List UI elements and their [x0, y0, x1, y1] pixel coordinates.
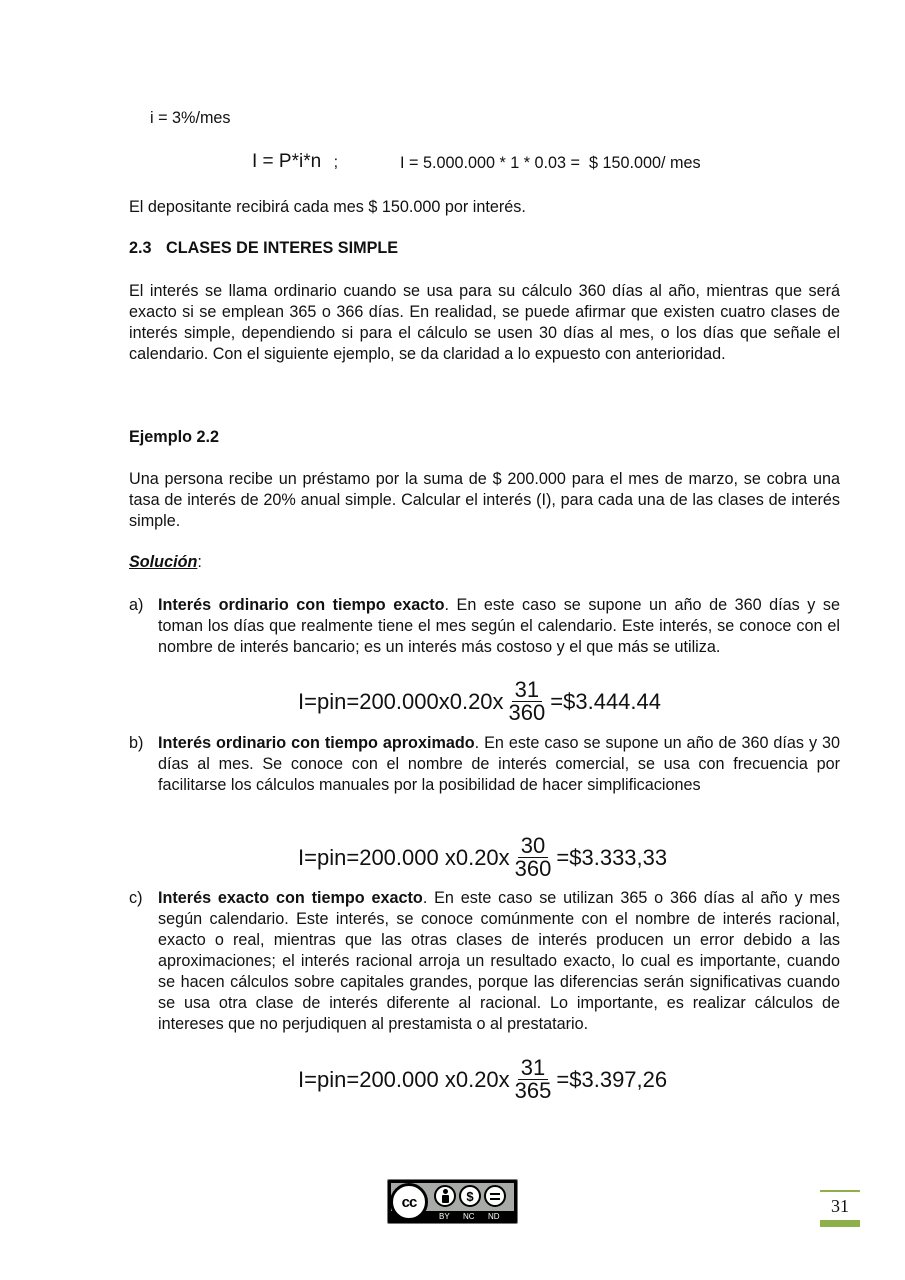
- cc-logo-text: cc: [401, 1193, 417, 1211]
- paragraph-depositante: El depositante recibirá cada mes $ 150.000 por interés.: [129, 198, 526, 216]
- list-item-bold: Interés ordinario con tiempo exacto: [158, 596, 445, 614]
- formula-eq: =: [550, 688, 564, 714]
- rate-line: i = 3%/mes: [150, 109, 231, 127]
- formula-pin: pin: [316, 1066, 347, 1092]
- fraction-numerator: 30: [518, 835, 548, 858]
- formula-lhs: I: [298, 688, 305, 714]
- formula-pin: pin: [316, 844, 347, 870]
- list-marker: c): [129, 889, 143, 907]
- fraction-denominator: 365: [514, 1078, 552, 1103]
- section-title: CLASES DE INTERES SIMPLE: [166, 239, 399, 257]
- paragraph-clases: El interés se llama ordinario cuando se usa para su cálculo 360 días al año, mientras que será exacto si se emplean 365 o 366 días. En realidad, se puede afirmar que existen cuatro clases de interés simple, dependiendo si para el cálculo se usen 30 días al mes, o los días que señale el calendario. Con el siguiente ejemplo, se da claridad a lo expuesto con anterioridad.: [129, 282, 840, 363]
- list-item-bold: Interés ordinario con tiempo aproximado: [158, 734, 475, 752]
- formula-a: [298, 679, 661, 724]
- list-item-a: [129, 595, 840, 658]
- main-formula-left: I = P*i*n: [252, 151, 322, 172]
- formula-expr: 200.000 x0.20x: [359, 844, 510, 870]
- fraction-numerator: 31: [518, 1057, 548, 1080]
- formula-eq: =: [304, 844, 317, 870]
- formula-b: [298, 835, 667, 880]
- section-number: 2.3: [129, 239, 152, 257]
- formula-fraction: [506, 679, 549, 724]
- formula-result: $3.444.44: [563, 688, 661, 714]
- formula-eq: =: [304, 1066, 317, 1092]
- formula-eq: =: [556, 844, 570, 870]
- solution-colon: :: [197, 553, 202, 571]
- noncommercial-icon: $: [459, 1185, 481, 1207]
- formula-fraction: [512, 835, 555, 880]
- fraction-numerator: 31: [512, 679, 542, 702]
- formula-eq: =: [556, 1066, 570, 1092]
- formula-lhs: I: [298, 1066, 305, 1092]
- list-item-body: [158, 595, 840, 658]
- page-number: 31: [831, 1196, 849, 1216]
- list-item-c: [129, 888, 840, 1035]
- main-formula: [252, 151, 338, 173]
- formula-result: $3.397,26: [569, 1066, 668, 1092]
- section-heading: [129, 239, 398, 258]
- formula-eq: =: [346, 844, 360, 870]
- noderivatives-icon: [484, 1185, 506, 1207]
- list-marker: a): [129, 596, 144, 614]
- formula-eq: =: [304, 688, 317, 714]
- nd-label: ND: [488, 1212, 500, 1221]
- list-item-b: [129, 733, 840, 796]
- nc-label: NC: [463, 1212, 475, 1221]
- formula-eq: =: [346, 1066, 360, 1092]
- list-item-body: [158, 733, 840, 796]
- list-item-text: . En este caso se supone un año de 360 días y se toman los días que realmente tiene el mes según el calendario. Este interés, se conoce con el nombre de interés bancario; es un interés más costoso y el que más se utiliza.: [158, 596, 840, 656]
- list-marker: b): [129, 734, 144, 752]
- list-item-body: [158, 888, 840, 1035]
- formula-fraction: [512, 1057, 555, 1102]
- fraction-denominator: 360: [508, 700, 546, 725]
- solution-text: Solución: [129, 553, 198, 571]
- formula-result: $3.333,33: [569, 844, 668, 870]
- page-number-bar: [820, 1220, 860, 1227]
- formula-eq: =: [346, 688, 360, 714]
- main-formula-right: I = 5.000.000 * 1 * 0.03 = $ 150.000/ mes: [400, 154, 701, 172]
- cc-license-badge: [387, 1179, 518, 1224]
- main-formula-sep: ;: [333, 154, 339, 171]
- formula-lhs: I: [298, 844, 305, 870]
- list-item-text: . En este caso se utilizan 365 o 366 días al año y mes según calendario. Este interés, se conoce comúnmente con el nombre de interés racional, exacto o real, mientras que las otras clases de interés producen un error debido a las aproximaciones; el interés racional arroja un resultado exacto, lo cual es importante, cuando se hacen cálculos sobre capitales grandes, porque las diferencias serán significativas cuando se usa otra clase de interés diferente al racional. Lo importante, es realizar cálculos de intereses que no perjudiquen al prestamista o al prestatario.: [158, 889, 841, 1033]
- formula-expr: 200.000x0.20x: [359, 688, 504, 714]
- attribution-icon: [434, 1185, 456, 1207]
- paragraph-enunciado: Una persona recibe un préstamo por la suma de $ 200.000 para el mes de marzo, se cobra una tasa de interés de 20% anual simple. Calcular el interés (I), para cada una de las clases de interés simple.: [129, 470, 840, 530]
- by-label: BY: [439, 1212, 450, 1221]
- formula-pin: pin: [316, 688, 347, 714]
- list-item-bold: Interés exacto con tiempo exacto: [158, 889, 423, 907]
- formula-expr: 200.000 x0.20x: [359, 1066, 510, 1092]
- fraction-denominator: 360: [514, 856, 552, 881]
- example-title: Ejemplo 2.2: [129, 428, 219, 446]
- list-item-text: . En este caso se supone un año de 360 días y 30 días al mes. Se conoce con el nombre de interés comercial, se usa con frecuencia por facilitarse los cálculos manuales por la posibilidad de hacer simplificaciones: [158, 734, 841, 794]
- page-number-top-rule: [820, 1190, 860, 1192]
- solution-label: [129, 553, 202, 572]
- cc-logo-icon: [390, 1183, 428, 1221]
- formula-c: [298, 1057, 667, 1102]
